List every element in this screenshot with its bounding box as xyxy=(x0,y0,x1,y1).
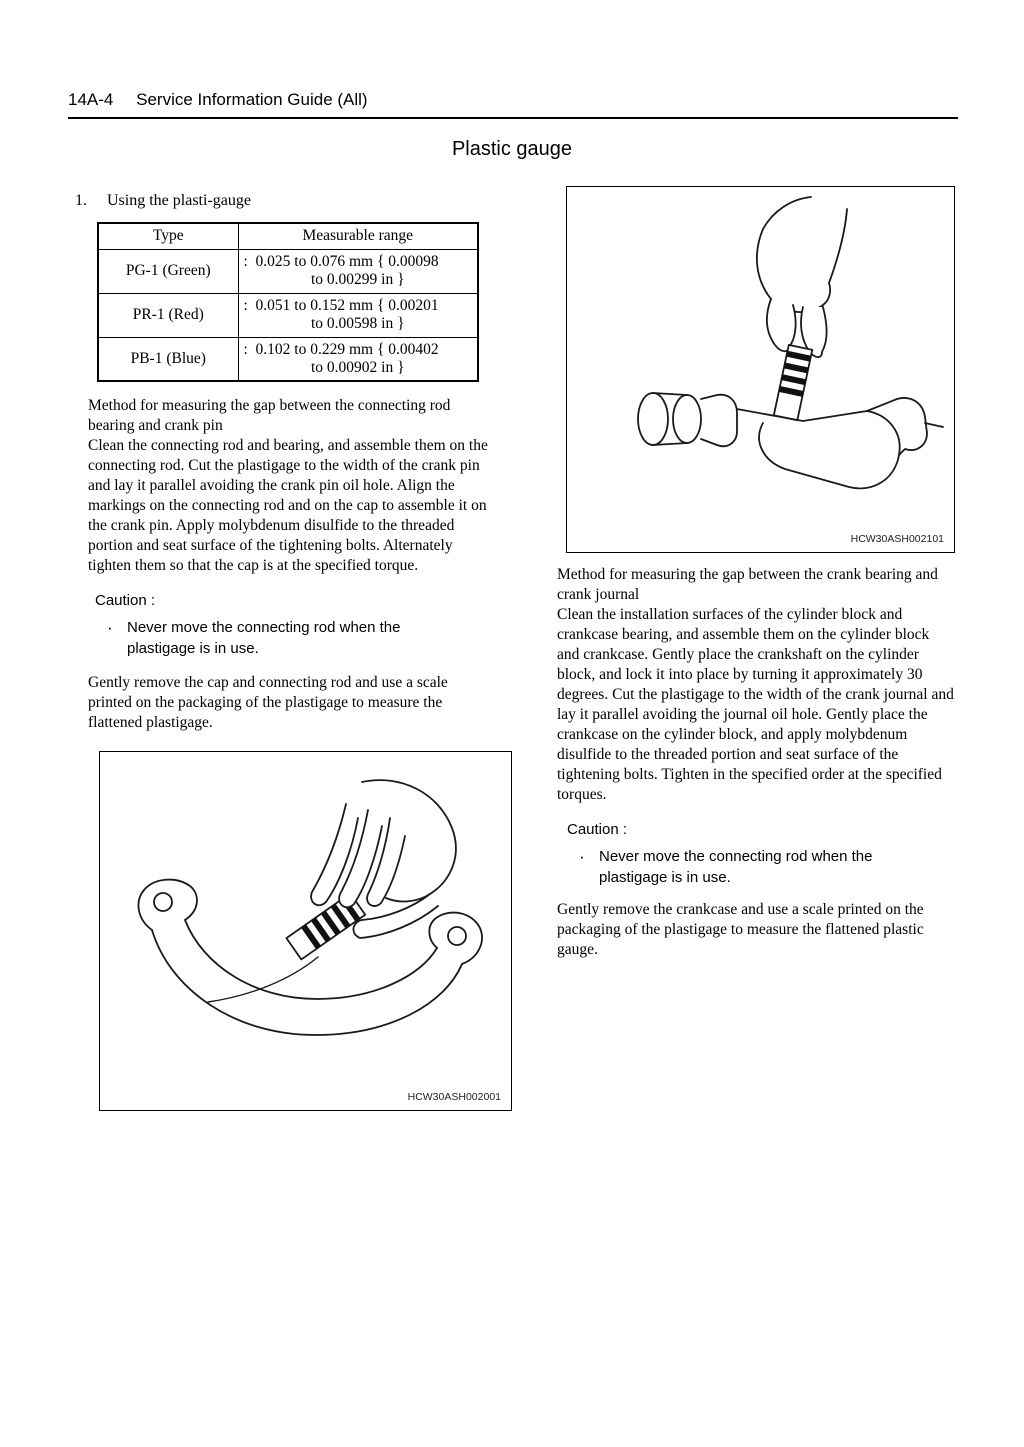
method-body: Clean the installation surfaces of the cylinder block and crankcase bearing, and assemble them on the cylinder block and crankcase. Gently place the crankshaft on the cylinder block, and lock it into place by turning it approximately 30 degrees. Cut the plastigage to the width of the crank journal and lay it parallel avoiding the journal oil hole. Gently place the crankcase on the cylinder block, and apply molybdenum disulfide to the threaded portion and seat surface of the tightening bolts. Tighten in the specified order at the specified torques. xyxy=(557,606,954,803)
method-body: Clean the connecting rod and bearing, and assemble them on the connecting rod. Cut the plastigage to the width of the crank pin and lay it parallel avoiding the crank pin oil hole. Align the markings on the connecting rod and on the cap to assemble it on the crank pin. Apply molybdenum disulfide to the threaded portion and seat surface of the tightening bolts. Alternately tighten them so that the cap is at the specified torque. xyxy=(88,437,488,574)
bullet-dot-icon: · xyxy=(579,847,585,866)
caution-item xyxy=(579,846,955,888)
method-heading: Method for measuring the gap between the crank bearing and crank journal xyxy=(557,566,938,603)
column-header-type: Type xyxy=(98,223,238,249)
method-paragraph xyxy=(557,565,955,805)
column-header-range: Measurable range xyxy=(238,223,478,249)
guide-title: Service Information Guide (All) xyxy=(136,90,368,109)
caution-text: Never move the connecting rod when the plastigage is in use. xyxy=(127,619,401,657)
table-header-row xyxy=(98,223,478,249)
method-heading: Method for measuring the gap between the connecting rod bearing and crank pin xyxy=(88,397,451,434)
range-line-1: : 0.102 to 0.229 mm { 0.00402 xyxy=(243,340,439,358)
plastigage-strip xyxy=(774,345,812,420)
range-cell xyxy=(238,249,478,293)
caution-block xyxy=(567,821,955,888)
page-title: Plastic gauge xyxy=(451,138,573,160)
range-cell xyxy=(238,293,478,337)
figure-caption: HCW30ASH002101 xyxy=(850,533,944,545)
method-paragraph xyxy=(88,396,491,576)
caution-block xyxy=(95,592,515,659)
type-cell: PB-1 (Blue) xyxy=(98,337,238,381)
range-line-2: to 0.00902 in } xyxy=(310,358,405,376)
figure-caption: HCW30ASH002001 xyxy=(407,1091,501,1103)
measurable-range-table xyxy=(97,222,479,382)
table-row xyxy=(98,249,478,293)
right-column xyxy=(557,186,955,960)
list-text: Using the plasti-gauge xyxy=(107,192,251,209)
table-row xyxy=(98,337,478,381)
range-line-1: : 0.025 to 0.076 mm { 0.00098 xyxy=(243,253,439,270)
figure-connecting-rod-cap xyxy=(99,751,512,1111)
type-cell: PR-1 (Red) xyxy=(98,293,238,337)
caution-text: Never move the connecting rod when the plastigage is in use. xyxy=(599,848,873,886)
type-cell: PG-1 (Green) xyxy=(98,249,238,293)
range-line-1: : 0.051 to 0.152 mm { 0.00201 xyxy=(243,297,439,314)
page-header xyxy=(68,90,958,119)
left-column xyxy=(75,192,515,1111)
range-line-2: to 0.00598 in } xyxy=(310,315,405,332)
bullet-dot-icon: · xyxy=(107,618,113,637)
page-number-label: 14A-4 xyxy=(68,90,114,109)
range-cell xyxy=(238,337,478,381)
connecting-rod-illustration xyxy=(100,752,511,1110)
crankshaft-illustration xyxy=(567,187,954,552)
figure-crankshaft xyxy=(566,186,955,553)
after-paragraph: Gently remove the crankcase and use a scale printed on the packaging of the plastigage to measure the flattened plastic gauge. xyxy=(557,901,924,958)
range-line-2: to 0.00299 in } xyxy=(310,271,405,288)
list-number: 1. xyxy=(75,192,87,209)
numbered-list-item xyxy=(75,192,515,210)
table-row xyxy=(98,293,478,337)
caution-item xyxy=(107,617,515,659)
caution-label: Caution : xyxy=(567,821,628,838)
caution-label: Caution : xyxy=(95,592,156,609)
after-paragraph: Gently remove the cap and connecting rod and use a scale printed on the packaging of the plastigage to measure the flattened plastigage. xyxy=(88,674,448,731)
